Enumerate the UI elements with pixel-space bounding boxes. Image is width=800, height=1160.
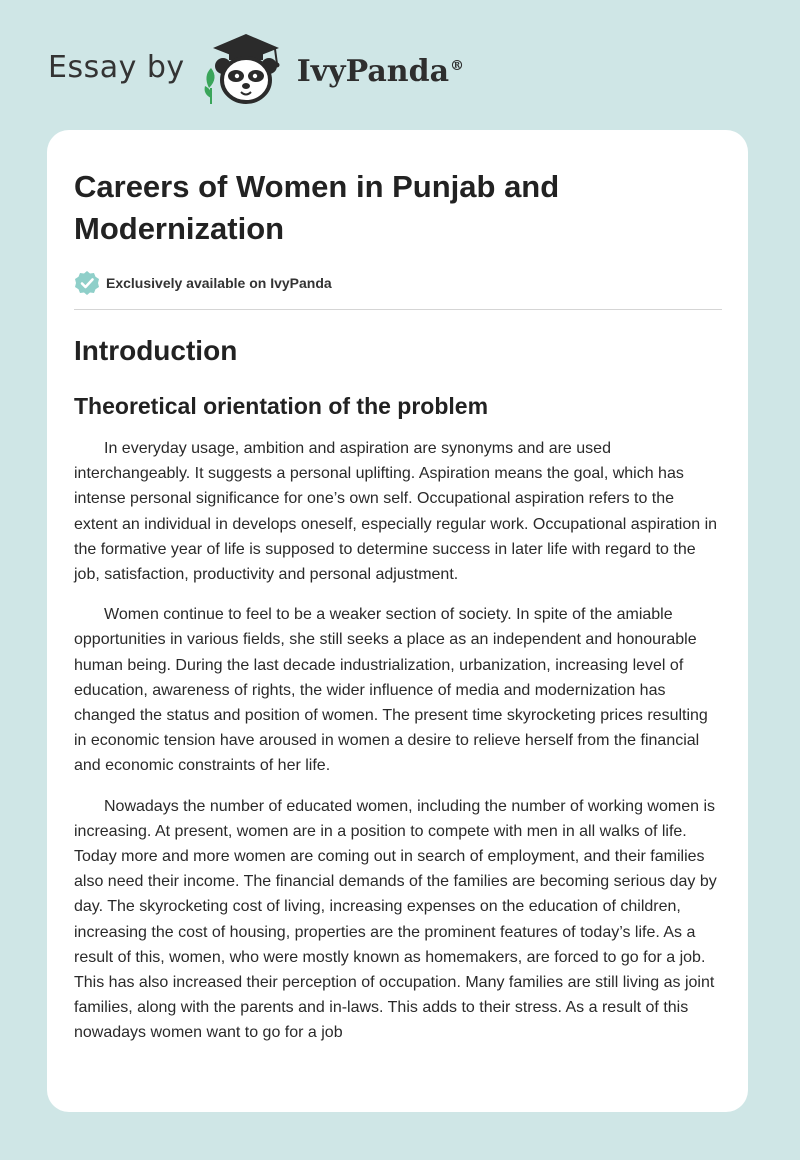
paragraph: Women continue to feel to be a weaker section of society. In spite of the amiable opportunities in various fields, she still seeks a place as an independent and honourable human being. During the last decade industrialization, urbanization, increasing level of education, awareness of rights, the wider influence of media and modernization has changed the status and position of women. The present time skyrocketing prices resulting in economic tension have aroused in women a desire to relieve herself from the financial and economic constraints of her life. (74, 606, 708, 775)
section-heading: Introduction (74, 335, 238, 366)
exclusive-badge (74, 269, 722, 297)
check-badge-icon (74, 270, 100, 296)
paragraph: Nowadays the number of educated women, including the number of working women is increasing. At present, women are in a position to compete with men in all walks of life. Today more and more women are coming out in search of employment, and their families also need their income. The financial demands of the families are becoming serious day by day. The skyrocketing cost of living, increasing expenses on the education of children, increasing the cost of housing, properties are the prominent features of today’s life. As a result of this, women, who were mostly known as homemakers, are forced to go for a job. This has also increased their perception of occupation. Many families are still living as joint families, along with the parents and in-laws. This adds to their stress. As a result of this nowadays women want to go for a job (74, 797, 717, 1042)
paragraph: In everyday usage, ambition and aspiration are synonyms and are used interchangeably. It suggests a personal uplifting. Aspiration means the goal, which has intense personal significance for one’s own self. Occupational aspiration refers to the extent an individual in develops oneself, especially regular work. Occupational aspiration in the formative year of life is supposed to determine success in later life with regard to the job, satisfaction, productivity and personal adjustment. (74, 440, 718, 584)
registered-mark: ® (450, 57, 465, 74)
brand-header (48, 30, 464, 110)
exclusive-label: Exclusively available on IvyPanda (106, 275, 332, 291)
essay-title: Careers of Women in Punjab and Modernization (74, 169, 560, 246)
brand-name: IvyPanda® (296, 53, 465, 89)
essay-card (47, 130, 748, 1112)
subsection-heading: Theoretical orientation of the problem (74, 393, 489, 419)
brand-prefix: Essay by (48, 49, 185, 85)
divider (74, 309, 722, 310)
panda-graduate-icon (201, 30, 291, 110)
